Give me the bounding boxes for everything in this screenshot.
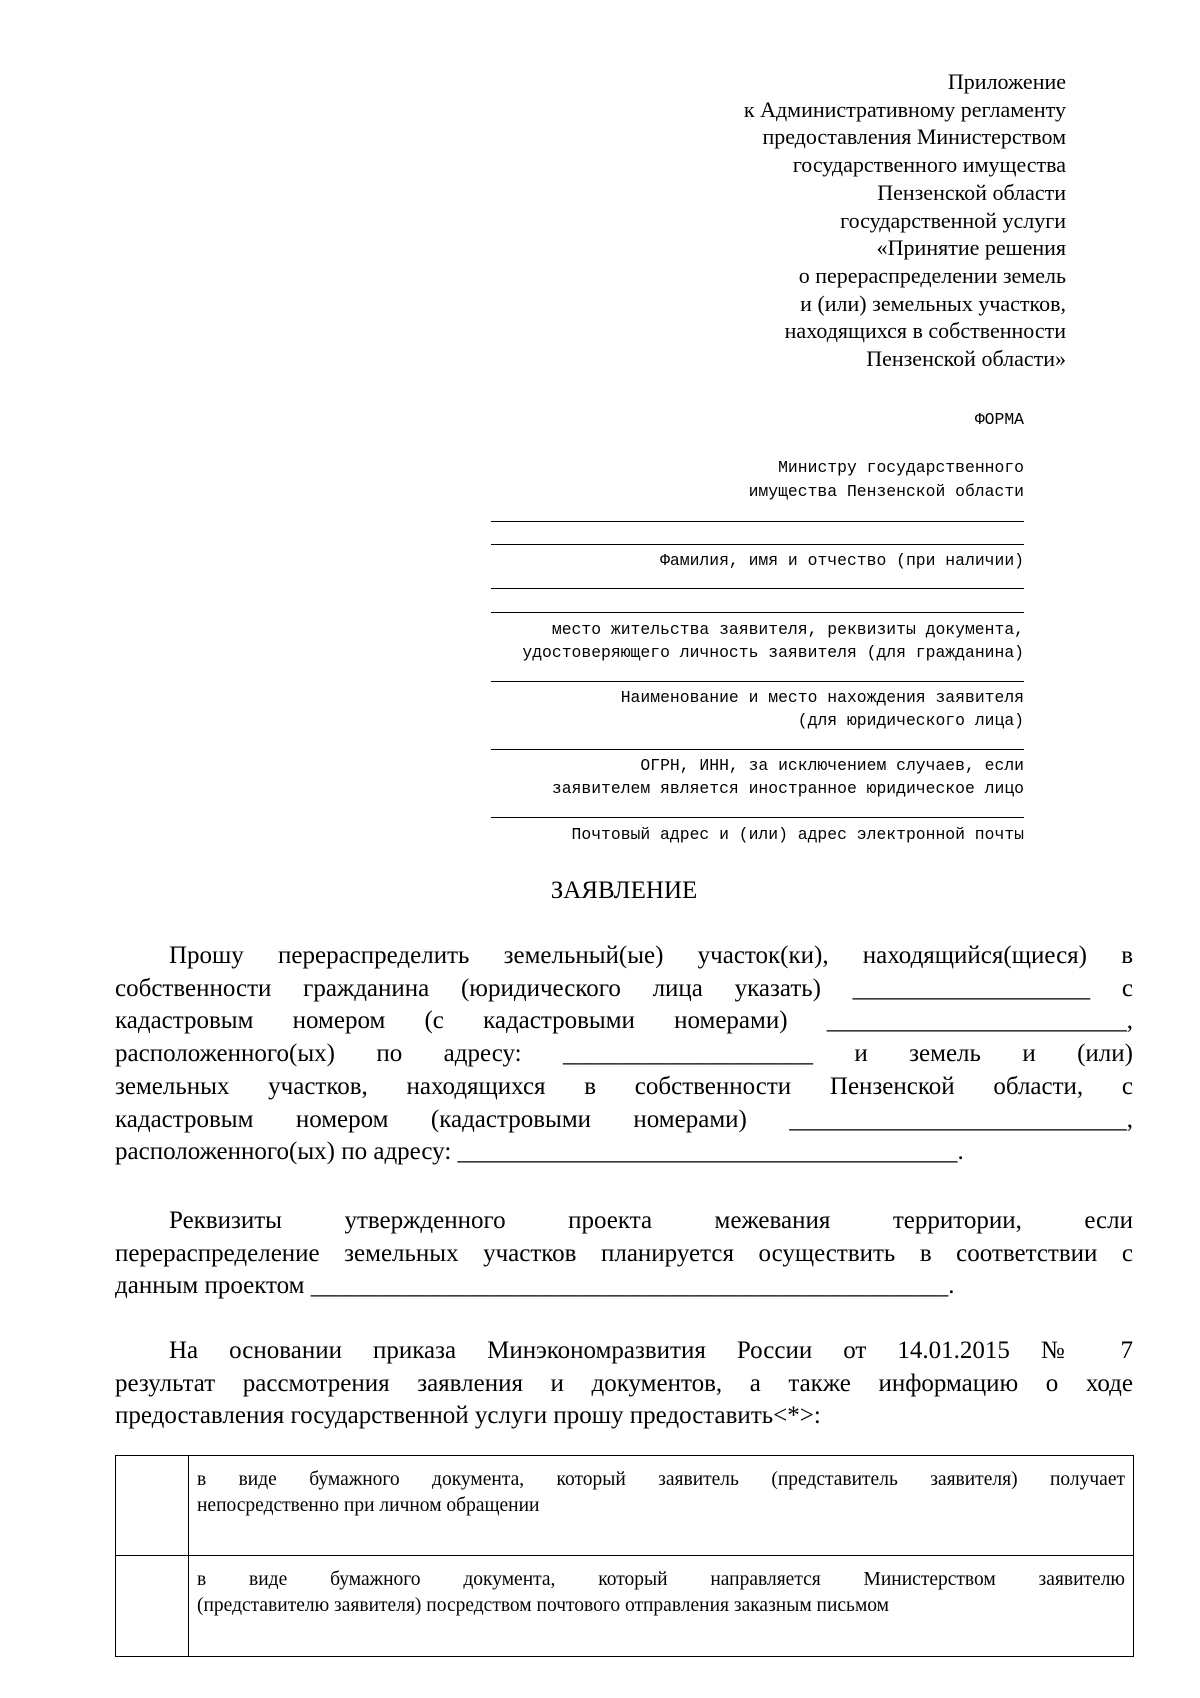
request-paragraph (115, 940, 1133, 1169)
paragraph-line: Реквизиты утвержденного проекта межевания территории, если (169, 1207, 1133, 1234)
appendix-line: государственной услуги (840, 207, 1066, 233)
blank-field-rule[interactable] (491, 544, 1024, 545)
option-text-line: (представителю заявителя) посредством почтового отправления заказным письмом (197, 1595, 890, 1616)
field-caption-fio: Фамилия, имя и отчество (при наличии) (660, 551, 1024, 570)
appendix-line: и (или) земельных участков, (800, 290, 1066, 316)
blank-field-rule[interactable] (491, 612, 1024, 613)
appendix-line: Пензенской области» (866, 346, 1066, 372)
option-text (189, 1556, 1134, 1657)
option-checkbox[interactable] (116, 1556, 189, 1657)
field-caption-residence: удостоверяющего личность заявителя (для гражданина) (522, 643, 1024, 662)
addressee-line: имущества Пензенской области (748, 482, 1024, 501)
blank-field-rule[interactable] (491, 749, 1024, 750)
field-caption-residence: место жительства заявителя, реквизиты документа, (551, 620, 1024, 639)
paragraph-line: расположенного(ых) по адресу: ________________________________________. (115, 1138, 964, 1166)
appendix-line: государственного имущества (792, 152, 1066, 178)
appendix-line: к Административному регламенту (743, 96, 1066, 122)
delivery-option-row (116, 1456, 1134, 1556)
option-checkbox[interactable] (116, 1456, 189, 1556)
field-caption-ogrn: заявителем является иностранное юридическое лицо (551, 779, 1024, 798)
paragraph-line: земельных участков, находящихся в собственности Пензенской области, с (115, 1072, 1133, 1100)
appendix-line: предоставления Министерством (762, 124, 1066, 150)
option-text-line: в виде бумажного документа, который направляется Министерством заявителю (197, 1569, 1125, 1590)
paragraph-line: расположенного(ых) по адресу: ____________________ и земель и (или) (115, 1040, 1133, 1068)
paragraph-line: собственности гражданина (юридического лица указать) ___________________ с (115, 974, 1133, 1002)
blank-field-rule[interactable] (491, 817, 1024, 818)
paragraph-line: предоставления государственной услуги прошу предоставить<*>: (115, 1402, 821, 1430)
paragraph-line: кадастровым номером (с кадастровыми номерами) ________________________, (115, 1007, 1133, 1035)
option-text-line: непосредственно при личном обращении (197, 1495, 540, 1516)
blank-field-rule[interactable] (491, 521, 1024, 522)
addressee-line: Министру государственного (778, 458, 1024, 477)
field-caption-postal: Почтовый адрес и (или) адрес электронной почты (571, 825, 1024, 844)
appendix-line: о перераспределении земель (798, 262, 1066, 288)
delivery-method-paragraph (115, 1335, 1133, 1433)
blank-field-rule[interactable] (491, 681, 1024, 682)
field-caption-organization: (для юридического лица) (797, 711, 1024, 730)
paragraph-line: результат рассмотрения заявления и документов, а также информацию о ходе (115, 1369, 1133, 1397)
paragraph-line: На основании приказа Минэкономразвития России от 14.01.2015 № 7 (169, 1337, 1133, 1364)
paragraph-line: кадастровым номером (кадастровыми номерами) ___________________________, (115, 1105, 1133, 1133)
field-caption-organization: Наименование и место нахождения заявителя (620, 688, 1024, 707)
document-title: ЗАЯВЛЕНИЕ (550, 877, 698, 904)
option-text (189, 1456, 1134, 1556)
paragraph-line: данным проектом ___________________________________________________. (115, 1272, 955, 1300)
delivery-option-row (116, 1556, 1134, 1657)
blank-field-rule[interactable] (491, 588, 1024, 589)
paragraph-line: Прошу перераспределить земельный(ые) участок(ки), находящийся(щиеся) в (169, 942, 1133, 969)
delivery-options-table (115, 1455, 1134, 1657)
appendix-block (744, 68, 1066, 373)
appendix-line: находящихся в собственности (784, 318, 1066, 344)
option-text-line: в виде бумажного документа, который заявитель (представитель заявителя) получает (197, 1469, 1125, 1490)
appendix-line: «Принятие решения (876, 235, 1066, 261)
survey-project-paragraph (115, 1205, 1133, 1303)
appendix-line: Приложение (947, 69, 1066, 94)
paragraph-line: перераспределение земельных участков планируется осуществить в соответствии с (115, 1239, 1133, 1267)
appendix-line: Пензенской области (877, 179, 1066, 205)
form-label: ФОРМА (974, 410, 1024, 429)
field-caption-ogrn: ОГРН, ИНН, за исключением случаев, если (640, 756, 1024, 775)
